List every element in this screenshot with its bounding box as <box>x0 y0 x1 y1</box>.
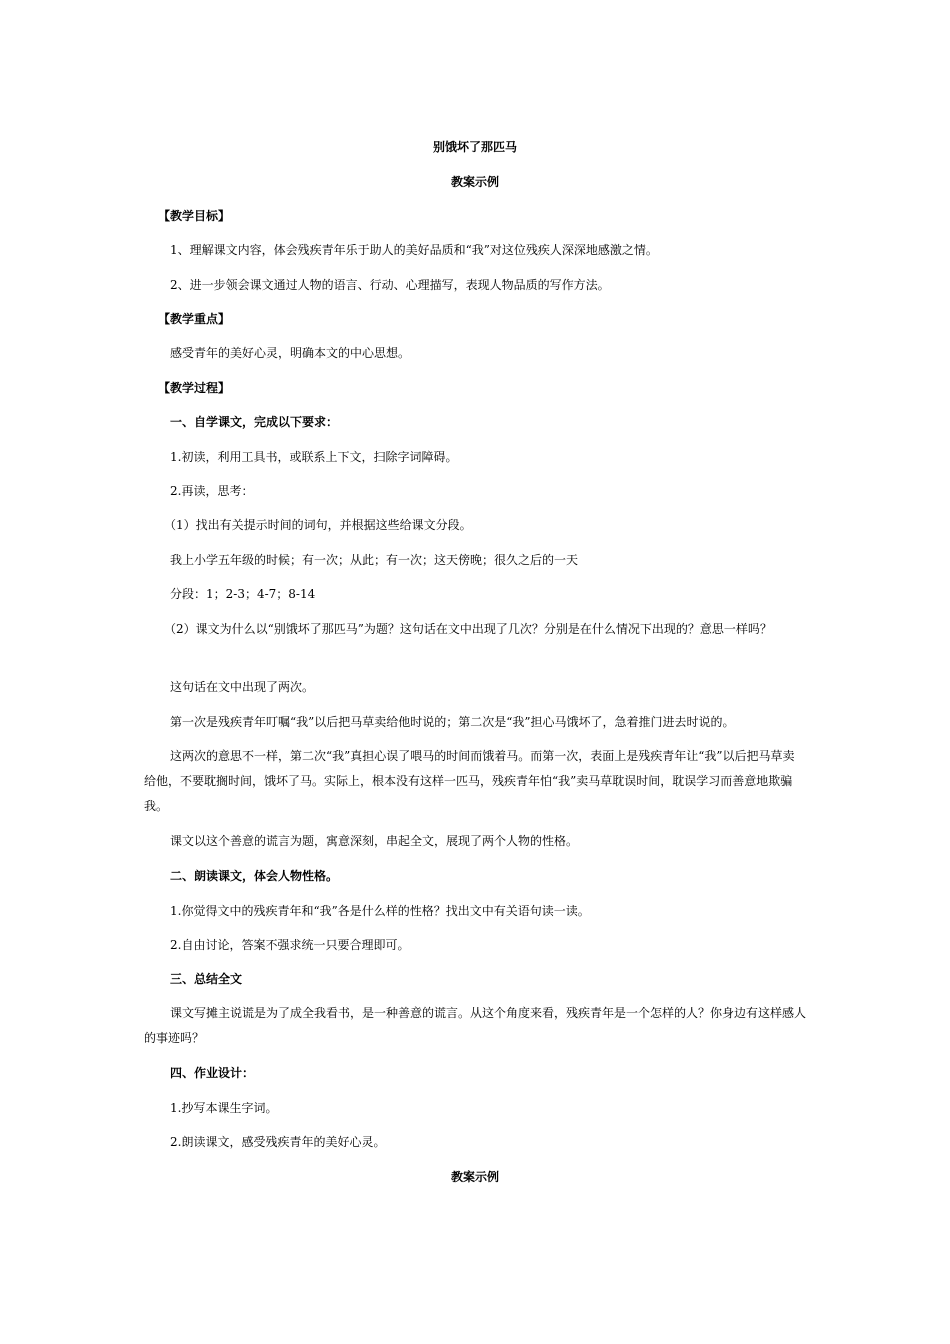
s1-answer-4: 课文以这个善意的谎言为题，寓意深刻，串起全文，展现了两个人物的性格。 <box>170 834 579 848</box>
s1-question-2: （2）课文为什么以“别饿坏了那匹马”为题？这句话在文中出现了几次？分别是在什么情况下出现的？意思一样吗？ <box>164 622 772 636</box>
goal-1: 1、理解课文内容，体会残疾青年乐于助人的美好品质和“我”对这位残疾人深深地感激之情。 <box>170 243 658 257</box>
section-4-heading: 四、作业设计： <box>170 1066 255 1080</box>
s2-item-2: 2.自由讨论，答案不强求统一只要合理即可。 <box>170 938 410 952</box>
s1-item-1: 1.初读，利用工具书，或联系上下文，扫除字词障碍。 <box>170 450 458 464</box>
goals-heading: 【教学目标】 <box>158 209 231 223</box>
section-1-heading: 一、自学课文，完成以下要求： <box>170 415 339 429</box>
s1-item-2: 2.再读，思考： <box>170 484 254 498</box>
section-2-heading: 二、朗读课文，体会人物性格。 <box>170 869 339 883</box>
focus-text: 感受青年的美好心灵，明确本文的中心思想。 <box>170 346 411 360</box>
s4-item-1: 1.抄写本课生字词。 <box>170 1101 278 1115</box>
footer-subtitle: 教案示例 <box>450 1170 499 1184</box>
document-subtitle: 教案示例 <box>450 175 499 189</box>
goal-2: 2、进一步领会课文通过人物的语言、行动、心理描写，表现人物品质的写作方法。 <box>170 278 610 292</box>
section-3-heading: 三、总结全文 <box>170 972 243 986</box>
focus-heading: 【教学重点】 <box>158 312 231 326</box>
s1-answer-2: 第一次是残疾青年叮嘱“我”以后把马草卖给他时说的；第二次是“我”担心马饿坏了，急着推门进去时说的。 <box>170 715 735 729</box>
s2-item-1: 1.你觉得文中的残疾青年和“我”各是什么样的性格？找出文中有关语句读一读。 <box>170 904 590 918</box>
document-title: 别饿坏了那匹马 <box>432 140 517 154</box>
s1-question-1-division: 分段：1；2-3；4-7；8-14 <box>170 587 316 601</box>
s1-question-1: （1）找出有关提示时间的词句，并根据这些给课文分段。 <box>164 518 472 532</box>
s1-answer-1: 这句话在文中出现了两次。 <box>170 680 315 694</box>
s1-question-1-words: 我上小学五年级的时候；有一次；从此；有一次；这天傍晚；很久之后的一天 <box>170 553 579 567</box>
s4-item-2: 2.朗读课文，感受残疾青年的美好心灵。 <box>170 1135 386 1149</box>
process-heading: 【教学过程】 <box>158 381 231 395</box>
s1-answer-3: 这两次的意思不一样，第二次“我”真担心误了喂马的时间而饿着马。而第一次，表面上是残疾青年让“我”以后把马草卖给他，不要耽搁时间，饿坏了马。实际上，根本没有这样一匹马，残疾青年怕“我”卖马草耽误时间，耽误学习而善意地欺骗我。 <box>144 749 795 813</box>
s3-text: 课文写摊主说谎是为了成全我看书，是一种善意的谎言。从这个角度来看，残疾青年是一个怎样的人？你身边有这样感人的事迹吗？ <box>144 1006 807 1045</box>
